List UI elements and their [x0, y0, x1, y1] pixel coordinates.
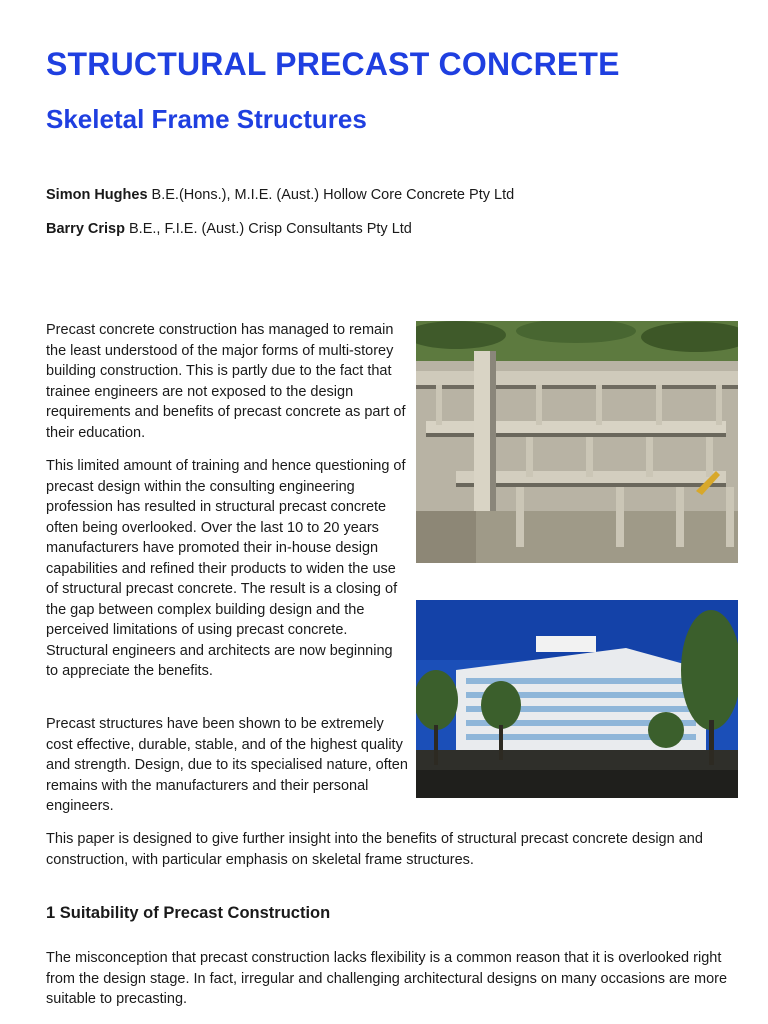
section-heading: 1 Suitability of Precast Construction: [46, 904, 331, 922]
page-subtitle: Skeletal Frame Structures: [46, 104, 367, 134]
author-details: B.E.(Hons.), M.I.E. (Aust.) Hollow Core Concrete Pty Ltd: [147, 187, 515, 203]
author-name: Simon Hughes: [46, 187, 148, 203]
paragraph-purpose: This paper is designed to give further insight into the benefits of structural precast concrete design and construction, with particular emphasis on skeletal frame structures.: [46, 831, 703, 868]
paragraph-benefits: Precast structures have been shown to be extremely cost effective, durable, stable, and of the highest quality and strength. Design, due to its specialised nature, often remains with the manufacturers and their personal engineers.: [46, 716, 408, 814]
author-line-hughes: [46, 187, 514, 203]
paragraph-intro: Precast concrete construction has managed to remain the least understood of the major forms of multi-storey building construction. This is partly due to the fact that trainee engineers are not exposed to the design requirements and benefits of precast concrete as part of their education.: [46, 322, 406, 441]
author-line-crisp: [46, 221, 412, 237]
author-name: Barry Crisp: [46, 221, 125, 237]
author-details: B.E., F.I.E. (Aust.) Crisp Consultants Pty Ltd: [124, 221, 412, 237]
construction-site-illustration: [416, 321, 738, 563]
paragraph-training: This limited amount of training and hence questioning of precast design within the consulting engineering profession has resulted in structural precast concrete often being overlooked. Over the last 10 to 20 years manufacturers have promoted their in-house design capabilities and refined their products to widen the use of structural precast concrete. The result is a closing of the gap between complex building design and the perceived limitations of using precast concrete. Structural engineers and architects are now beginning to appreciate the benefits.: [46, 458, 406, 679]
office-building-photo: [416, 600, 738, 798]
construction-site-photo: [416, 321, 738, 563]
office-building-illustration: [416, 600, 738, 798]
page-title: STRUCTURAL PRECAST CONCRETE: [46, 46, 620, 82]
paragraph-suitability: The misconception that precast construction lacks flexibility is a common reason that it is overlooked right from the design stage. In fact, irregular and challenging architectural designs on many occasions are more suitable to precasting.: [46, 950, 728, 1007]
